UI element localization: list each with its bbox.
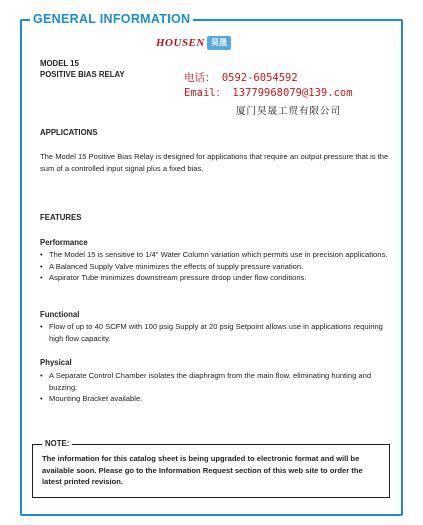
brand-logo: 昊晟 (207, 36, 231, 50)
applications-heading: APPLICATIONS (40, 128, 98, 137)
company-name: 厦门昊晟工贸有限公司 (236, 106, 342, 117)
features-heading: FEATURES (40, 213, 82, 222)
brand-name: HOUSEN (156, 37, 205, 49)
applications-text: The Model 15 Positive Bias Relay is designed for applications that require an output pressure that is the sum of a controlled input signal plus a fixed bias. (40, 152, 389, 173)
performance-list (40, 249, 392, 284)
model-name: POSITIVE BIAS RELAY (40, 70, 125, 79)
note-label: NOTE: (42, 438, 72, 449)
dealer-stamp (156, 37, 386, 117)
performance-heading: Performance (40, 238, 88, 247)
list-item: • The Model 15 is sensitive to 1/4" Water Column variation which permits use in precision applications. (40, 249, 392, 261)
email-address: Email： 13779968079@139.com (184, 87, 353, 99)
note-text: The information for this catalog sheet is being upgraded to electronic format and will be available soon. Please go to the Information Request section of this web site to order the latest printed revision. (42, 454, 363, 486)
section-title: GENERAL INFORMATION (30, 11, 193, 27)
list-item: • A Separate Control Chamber isolates the diaphragm from the main flow, eliminating hunting and buzzing. (40, 370, 392, 393)
model-block (40, 58, 125, 80)
model-number: MODEL 15 (40, 59, 79, 68)
physical-heading: Physical (40, 358, 72, 367)
functional-list (40, 321, 392, 344)
list-item: • Aspirator Tube minimizes downstream pressure droop under flow conditions. (40, 272, 392, 284)
physical-list (40, 370, 392, 405)
list-item: • Flow of up to 40 SCFM with 100 psig Supply at 20 psig Setpoint allows use in applications requiring high flow capacity. (40, 321, 392, 344)
functional-heading: Functional (40, 310, 80, 319)
phone-number: 电话： 0592-6054592 (184, 72, 298, 84)
list-item: • Mounting Bracket available. (40, 393, 392, 405)
list-item: • A Balanced Supply Valve minimizes the effects of supply pressure variation. (40, 261, 392, 273)
